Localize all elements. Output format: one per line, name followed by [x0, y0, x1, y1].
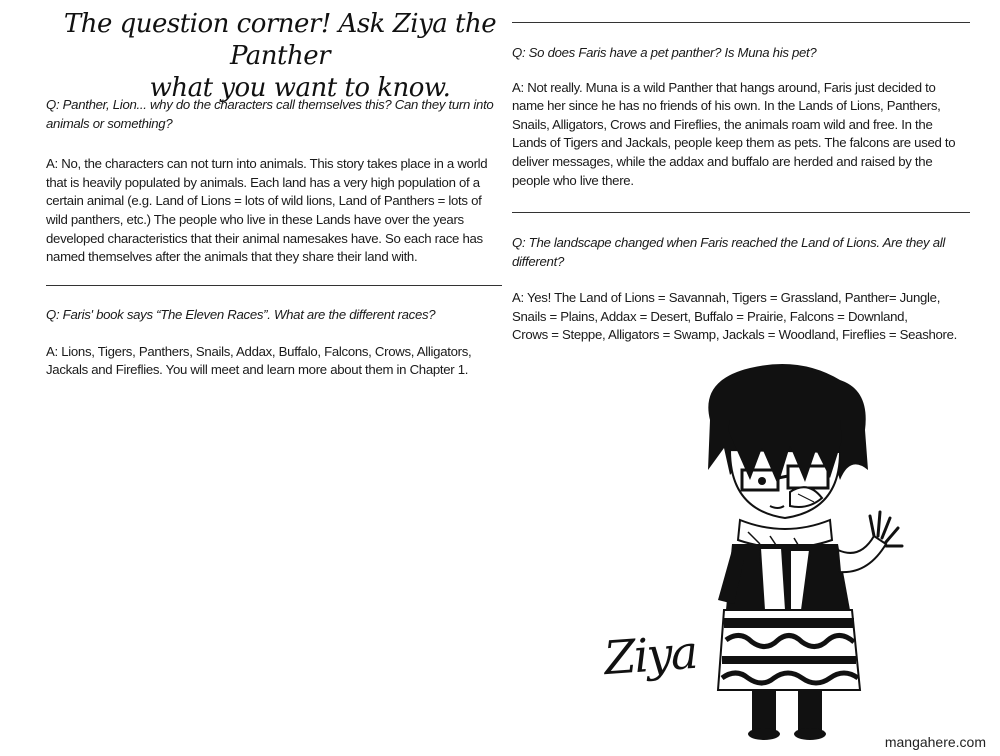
- answer-2: A: Lions, Tigers, Panthers, Snails, Addax, Buffalo, Falcons, Crows, Alligators, Jackals and Fireflies. You will meet and learn more about them in Chapter 1.: [46, 343, 472, 378]
- title-line-2: what you want to know.: [149, 73, 451, 103]
- qa-block-3: [512, 44, 970, 190]
- question-4: Q: The landscape changed when Faris reached the Land of Lions. Are they all different?: [512, 235, 945, 269]
- divider-left: [46, 285, 502, 286]
- site-watermark: mangahere.com: [884, 734, 986, 750]
- divider-right-middle: [512, 212, 970, 213]
- ziya-signature: Ziya: [602, 624, 698, 686]
- question-1: Q: Panther, Lion... why do the characters call themselves this? Can they turn into animals or something?: [46, 97, 494, 131]
- page-title: [60, 8, 500, 104]
- answer-3: A: Not really. Muna is a wild Panther that hangs around, Faris just decided to name her since he has no friends of his own. In the Lands of Lions, Panthers, Snails, Alligators, Crows and Fireflies, the animals roam wild and free. In the Lands of Tigers and Jackals, people keep them as pets. The falcons are used to deliver messages, while the addax and buffalo are herded and raised by the people who live there.: [512, 79, 956, 188]
- qa-block-4: [512, 234, 970, 345]
- qa-block-2: [46, 306, 496, 380]
- divider-right-top: [512, 22, 970, 23]
- ziya-character-illustration: [690, 360, 920, 740]
- qa-block-1: [46, 96, 496, 267]
- answer-1: A: No, the characters can not turn into animals. This story takes place in a world that is heavily populated by animals. Each land has a very high population of a certain animal (e.g. Land of Lions = lots of wild lions, Land of Panthers = lots of wild panthers, etc.) The people who live in these Lands have over the years developed characteristics that their animal namesakes have. So each race has named themselves after the animals that they share their land with.: [46, 156, 488, 265]
- question-3: Q: So does Faris have a pet panther? Is Muna his pet?: [512, 45, 817, 60]
- answer-4-line-3: Crows = Steppe, Alligators = Swamp, Jackals = Woodland, Fireflies = Seashore.: [512, 327, 958, 343]
- title-line-1: The question corner! Ask Ziya the Panther: [63, 9, 497, 71]
- question-2: Q: Faris' book says “The Eleven Races”. What are the different races?: [46, 307, 436, 322]
- answer-4-line-1: A: Yes! The Land of Lions = Savannah, Tigers = Grassland, Panther= Jungle,: [512, 290, 941, 306]
- answer-4-line-2: Snails = Plains, Addax = Desert, Buffalo = Prairie, Falcons = Downland,: [512, 308, 908, 324]
